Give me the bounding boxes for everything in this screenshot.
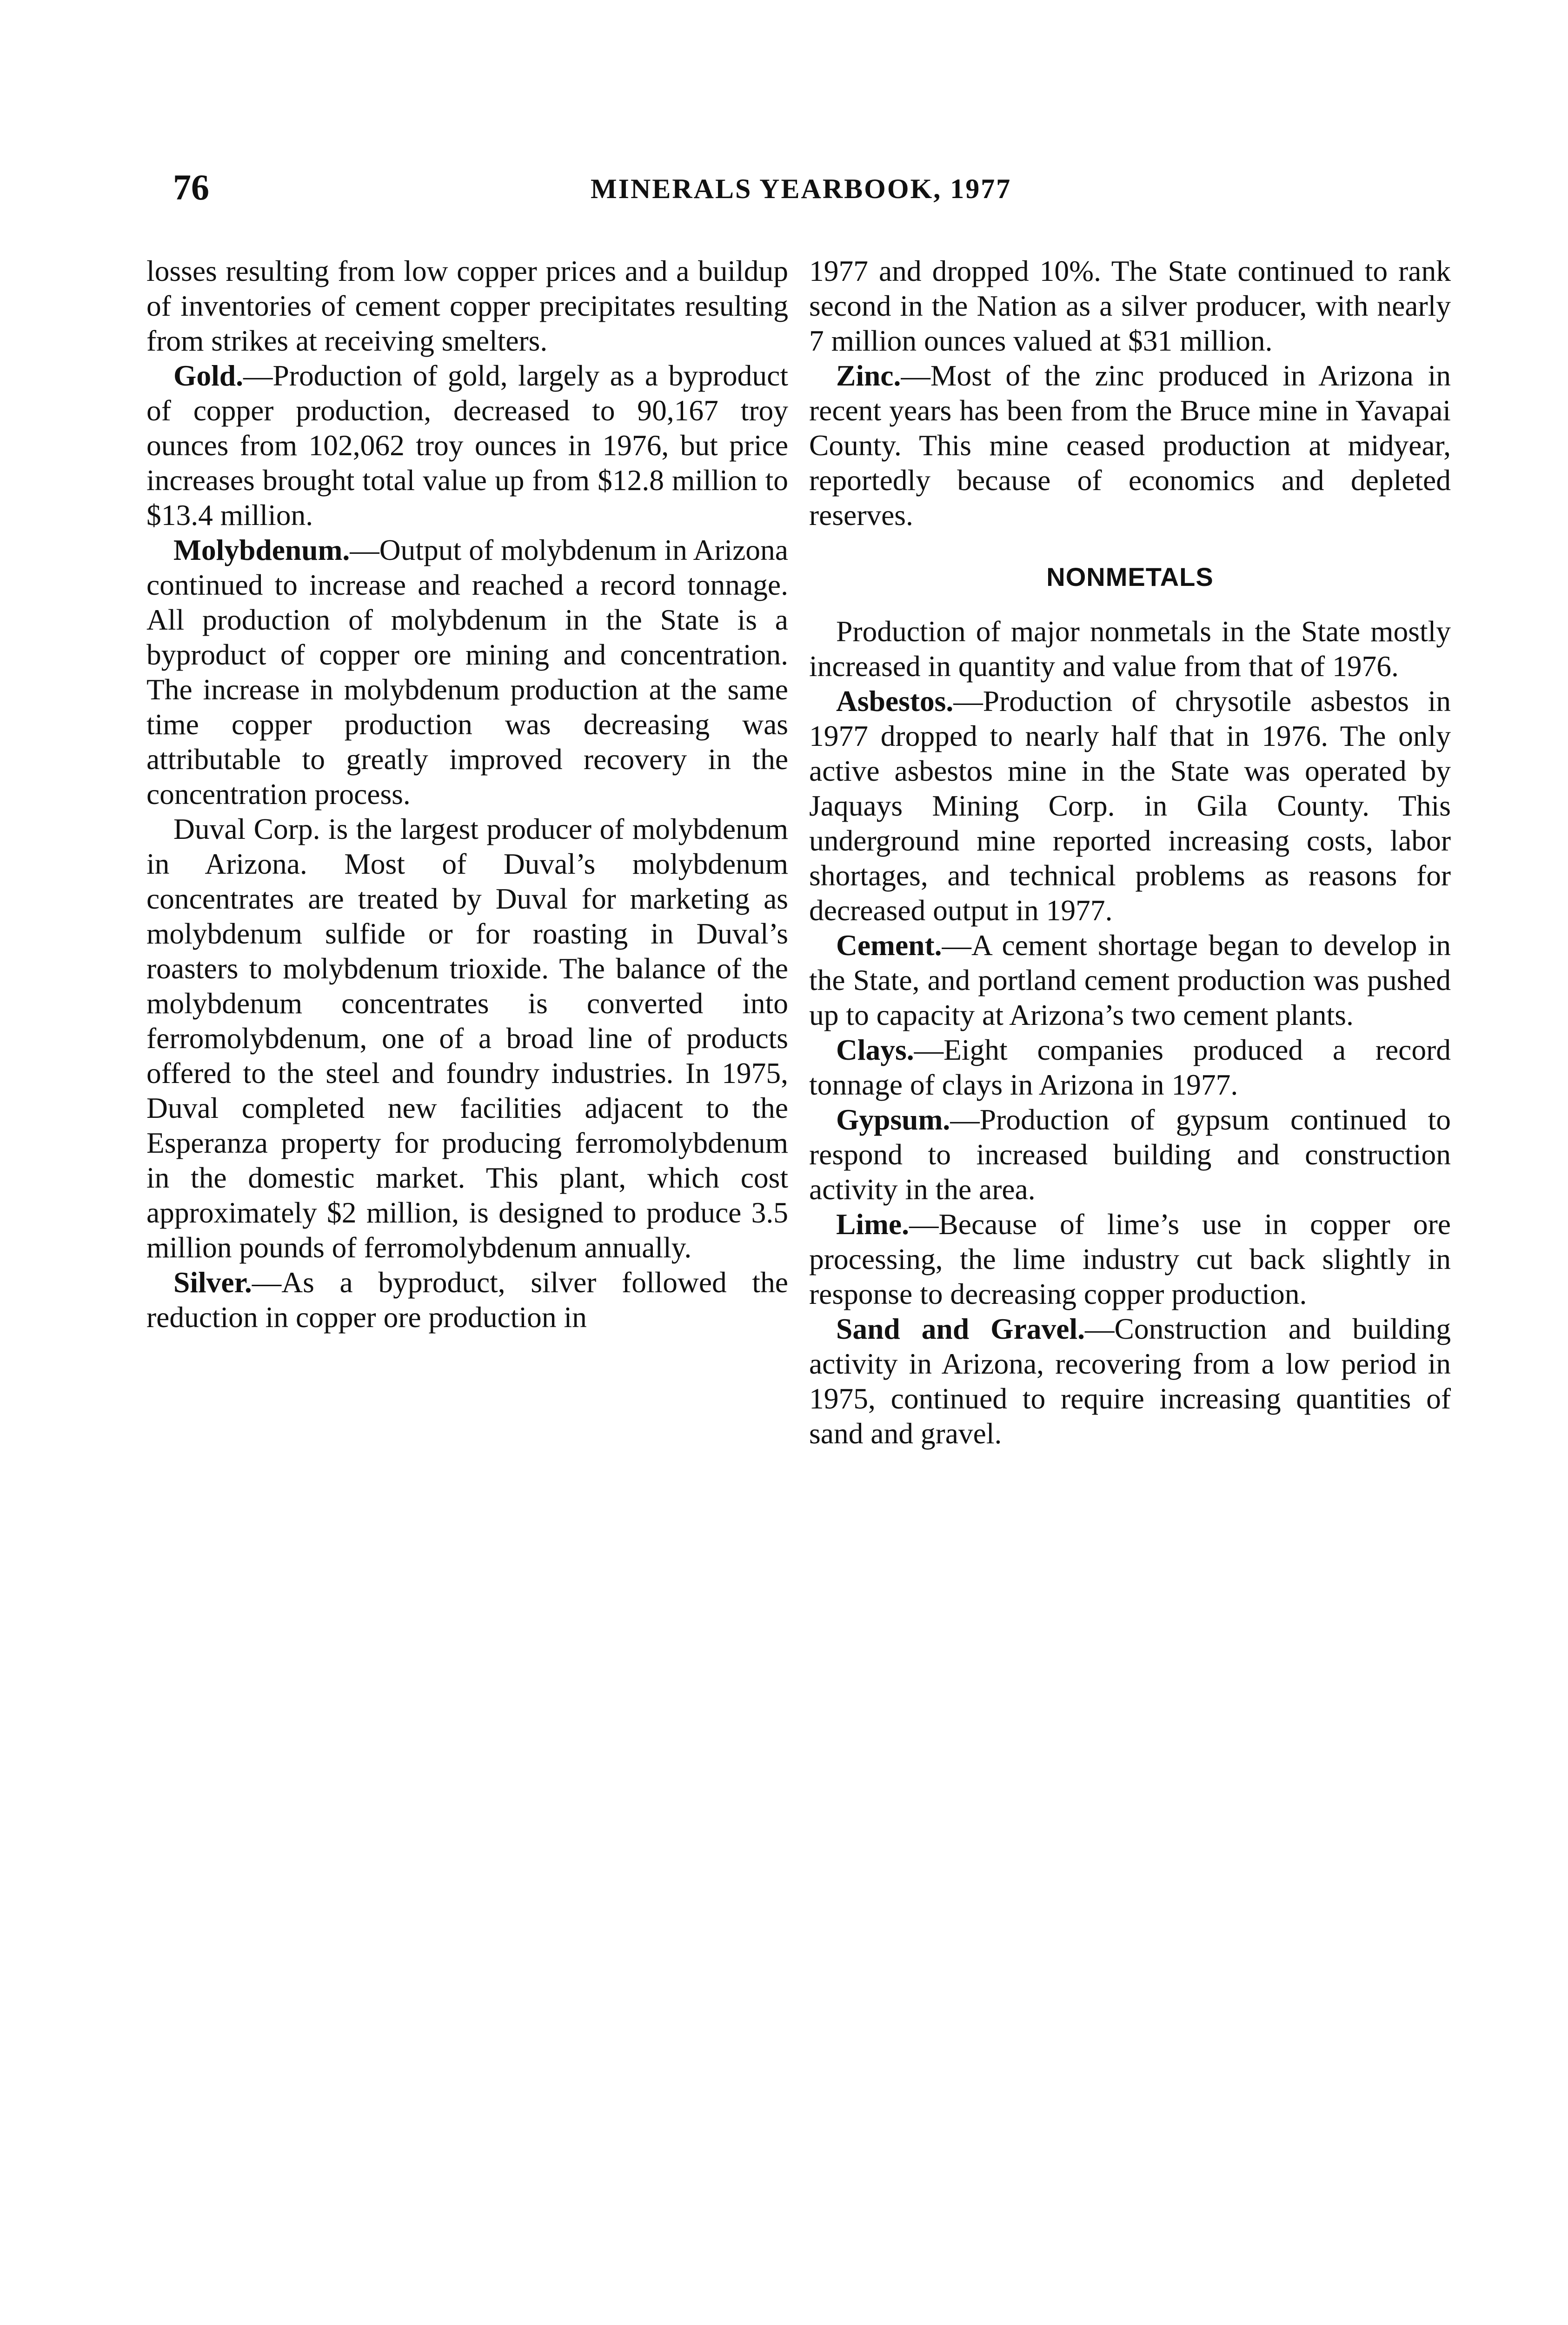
paragraph-duval	[146, 811, 788, 1265]
paragraph-text: —Production of gold, largely as a byproduct of copper production, decreased to 90,167 troy ounces from 102,062 troy ounces in 1976, but price increases brought total value up from $12.8 million to $13.4 million.	[146, 359, 788, 531]
paragraph-text: —Production of gypsum continued to respond to increased building and construction activity in the area.	[809, 1103, 1451, 1206]
paragraph-text: Production of major nonmetals in the State mostly increased in quantity and value from that of 1976.	[809, 615, 1451, 683]
paragraph-gypsum	[809, 1102, 1451, 1207]
paragraph-cement	[809, 928, 1451, 1032]
run-in-heading-cement: Cement.	[836, 929, 942, 962]
run-in-heading-lime: Lime.	[836, 1208, 909, 1241]
paragraph-text: —As a byproduct, silver followed the reduction in copper ore production in	[146, 1266, 788, 1334]
paragraph-silver	[146, 1265, 788, 1335]
paragraph-text: —Output of molybdenum in Arizona continued to increase and reached a record tonnage. All production of molybdenum in the State is a byproduct of copper ore mining and concentration. The increase in molybdenum production at the same time copper production was decreasing was attributable to greatly improved recovery in the concentration process.	[146, 533, 788, 810]
right-column	[809, 253, 1451, 1451]
paragraph-zinc	[809, 358, 1451, 532]
paragraph-text: —Construction and building activity in Arizona, recovering from a low period in 1975, continued to require increasing quantities of sand and gravel.	[809, 1312, 1451, 1450]
paragraph-nonmetals-intro	[809, 614, 1451, 684]
paragraph-lime	[809, 1207, 1451, 1311]
paragraph	[809, 253, 1451, 358]
section-heading-nonmetals: NONMETALS	[1046, 562, 1214, 591]
run-in-heading-asbestos: Asbestos.	[836, 684, 954, 717]
paragraph-asbestos	[809, 684, 1451, 928]
page-number: 76	[173, 167, 209, 207]
paragraph-text: Duval Corp. is the largest producer of molybdenum in Arizona. Most of Duval’s molybdenum concentrates are treated by Duval for marketing as molybdenum sulfide or for roasting in Duval’s roasters to molybdenum trioxide. The balance of the molybdenum concentrates is converted into ferromolybdenum, one of a broad line of products offered to the steel and foundry industries. In 1975, Duval completed new facilities adjacent to the Esperanza property for producing ferromolybdenum in the domestic market. This plant, which cost approximately $2 million, is designed to produce 3.5 million pounds of ferromolybdenum annually.	[146, 812, 788, 1264]
run-in-heading-zinc: Zinc.	[836, 359, 901, 392]
paragraph-text: losses resulting from low copper prices and a buildup of inventories of cement copper precipitates resulting from strikes at receiving smelters.	[146, 254, 788, 357]
paragraph-text: 1977 and dropped 10%. The State continued to rank second in the Nation as a silver producer, with nearly 7 million ounces valued at $31 million.	[809, 254, 1451, 357]
paragraph	[146, 253, 788, 358]
left-column	[146, 253, 788, 1335]
run-in-heading-gold: Gold.	[173, 359, 243, 392]
paragraph-text: —Production of chrysotile asbestos in 1977 dropped to nearly half that in 1976. The only active asbestos mine in the State was operated by Jaquays Mining Corp. in Gila County. This underground mine reported increasing costs, labor shortages, and technical problems as reasons for decreased output in 1977.	[809, 684, 1451, 927]
run-in-heading-gypsum: Gypsum.	[836, 1103, 950, 1136]
run-in-heading-clays: Clays.	[836, 1033, 914, 1066]
paragraph-text: —Eight companies produced a record tonnage of clays in Arizona in 1977.	[809, 1033, 1451, 1101]
run-in-heading-molybdenum: Molybdenum.	[173, 533, 350, 566]
run-in-heading-sand-and-gravel: Sand and Gravel.	[836, 1312, 1085, 1345]
paragraph-clays	[809, 1032, 1451, 1102]
paragraph-text: —Most of the zinc produced in Arizona in recent years has been from the Bruce mine in Yavapai County. This mine ceased production at midyear, reportedly because of economics and depleted reserves.	[809, 359, 1451, 531]
paragraph-sand-and-gravel	[809, 1311, 1451, 1451]
paragraph-molybdenum	[146, 532, 788, 811]
running-title: MINERALS YEARBOOK, 1977	[591, 173, 1012, 204]
paragraph-gold	[146, 358, 788, 532]
run-in-heading-silver: Silver.	[173, 1266, 252, 1299]
paragraph-text: —Because of lime’s use in copper ore processing, the lime industry cut back slightly in response to decreasing copper production.	[809, 1208, 1451, 1310]
paragraph-text: —A cement shortage began to develop in the State, and portland cement production was pushed up to capacity at Arizona’s two cement plants.	[809, 929, 1451, 1031]
